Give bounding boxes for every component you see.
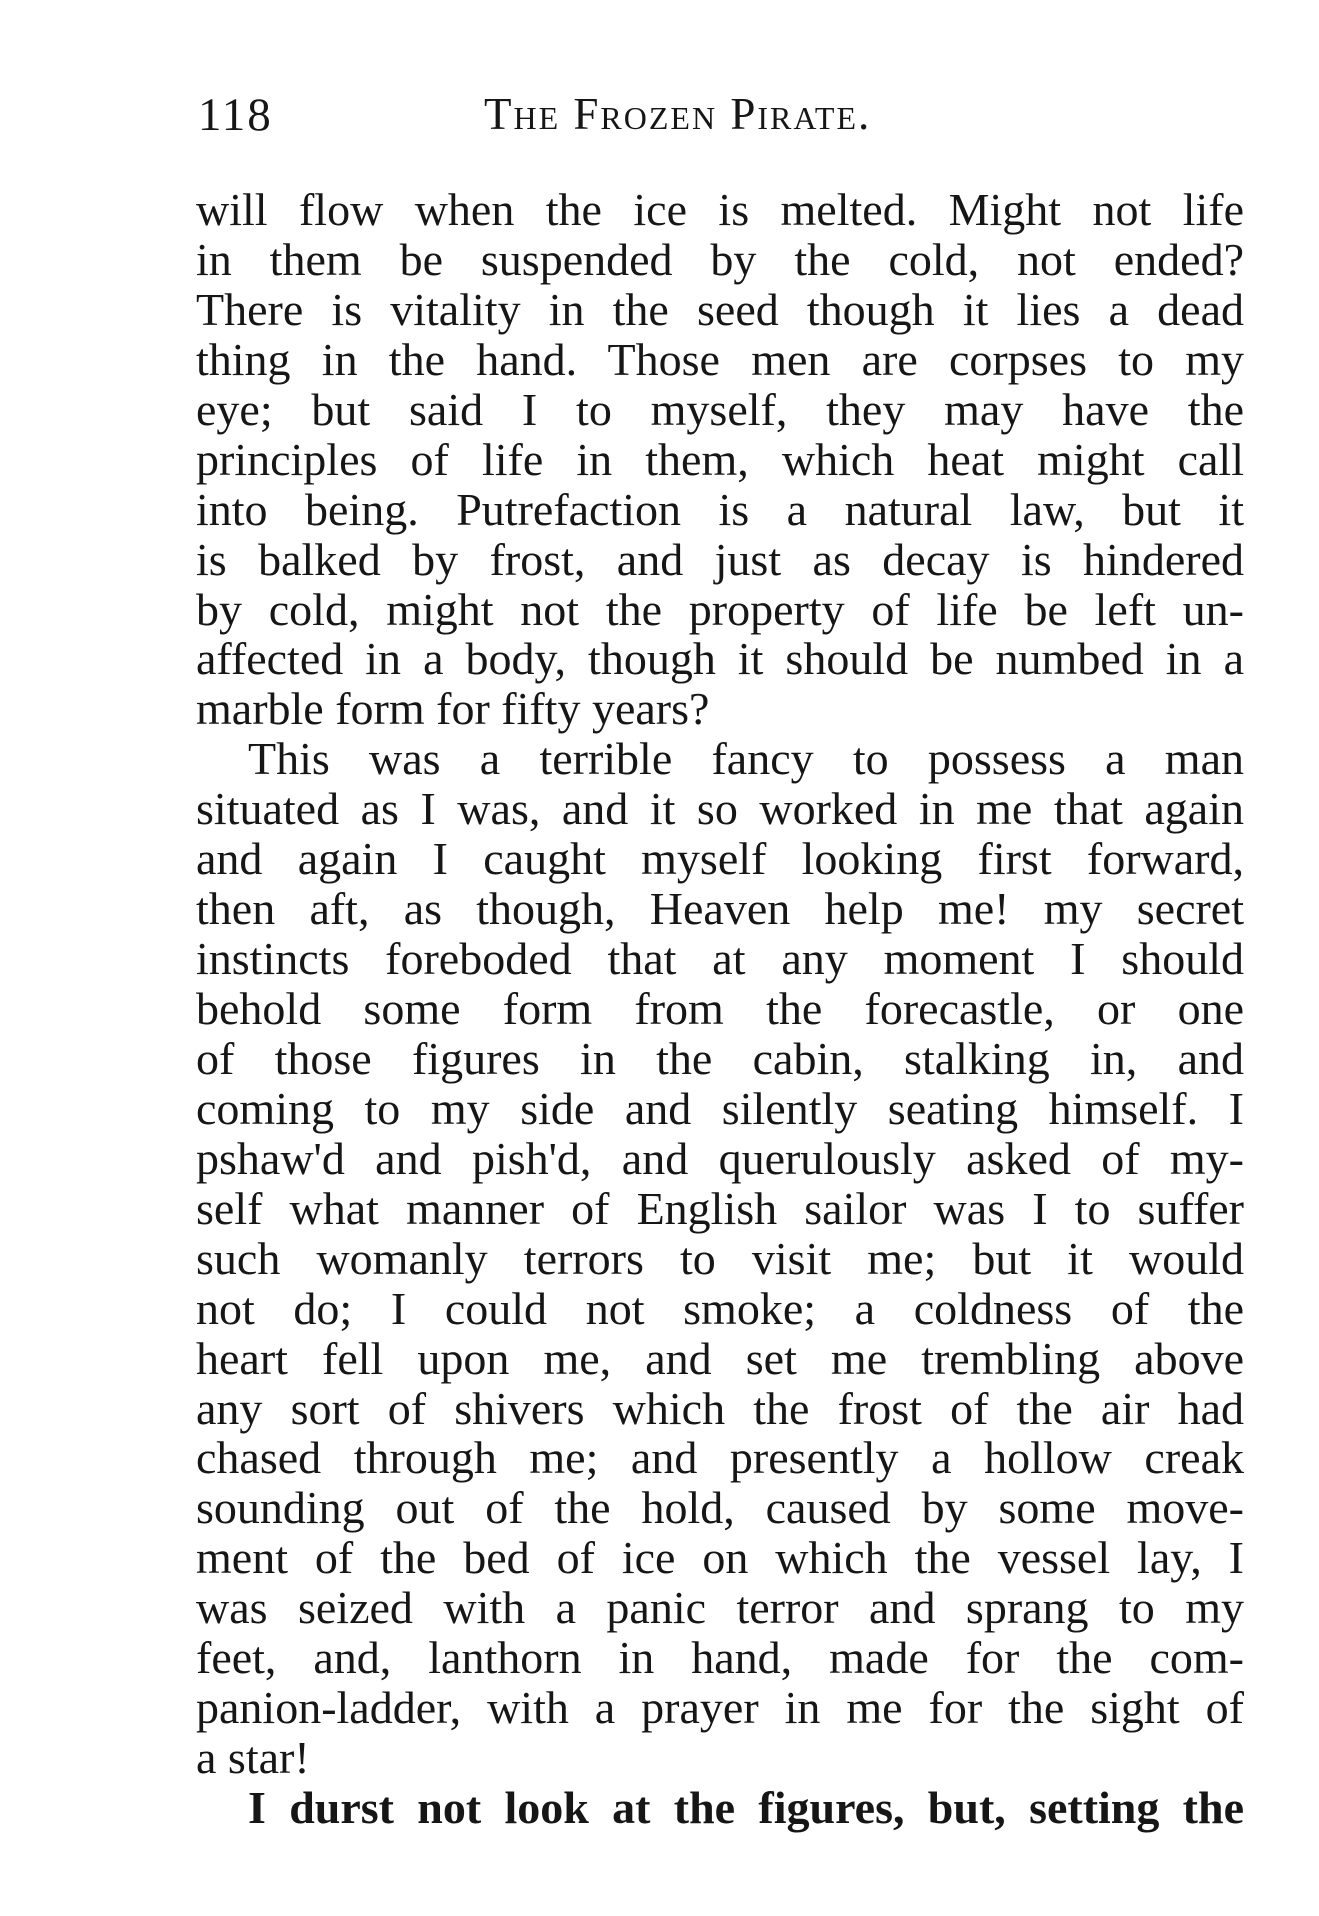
text-line: heart fell upon me, and set me trembling above — [196, 1332, 1244, 1384]
text-line: eye; but said I to myself, they may have the — [196, 383, 1244, 435]
text-line: thing in the hand. Those men are corpses to my — [196, 333, 1244, 385]
text-line: sounding out of the hold, caused by some move- — [196, 1482, 1244, 1534]
text-line: then aft, as though, Heaven help me! my secret — [196, 883, 1244, 935]
text-line: I durst not look at the figures, but, setting the — [248, 1782, 1244, 1833]
text-line: self what manner of English sailor was I to suffer — [196, 1182, 1244, 1234]
running-title: The Frozen Pirate. — [484, 89, 872, 139]
text-line: chased through me; and presently a hollow creak — [196, 1432, 1244, 1484]
text-line: There is vitality in the seed though it lies a dead — [196, 283, 1244, 335]
text-line: pshaw'd and pish'd, and querulously asked of my- — [196, 1132, 1244, 1184]
text-line: situated as I was, and it so worked in me that again — [196, 783, 1244, 835]
text-line: a star! — [196, 1732, 310, 1784]
text-line: panion-ladder, with a prayer in me for the sight of — [196, 1682, 1244, 1734]
text-line: by cold, might not the property of life be left un- — [196, 583, 1244, 635]
text-line: instincts foreboded that at any moment I should — [196, 933, 1244, 985]
text-line: principles of life in them, which heat might call — [196, 433, 1244, 485]
text-line: into being. Putrefaction is a natural law, but it — [196, 483, 1244, 535]
text-line: ment of the bed of ice on which the vessel lay, I — [196, 1532, 1244, 1584]
text-line: of those figures in the cabin, stalking in, and — [196, 1032, 1244, 1084]
text-line: such womanly terrors to visit me; but it would — [196, 1232, 1244, 1284]
text-line: coming to my side and silently seating himself. I — [196, 1082, 1244, 1134]
running-head — [198, 88, 1242, 148]
text-line: will flow when the ice is melted. Might not life — [196, 184, 1244, 235]
text-line: is balked by frost, and just as decay is hindered — [196, 533, 1244, 585]
text-line: affected in a body, though it should be numbed in a — [196, 633, 1244, 685]
text-line: feet, and, lanthorn in hand, made for the com- — [196, 1632, 1244, 1684]
text-line: and again I caught myself looking first forward, — [196, 833, 1244, 885]
text-line: This was a terrible fancy to possess a man — [248, 733, 1244, 785]
text-line: was seized with a panic terror and sprang to my — [196, 1582, 1244, 1634]
text-line: in them be suspended by the cold, not ended? — [196, 233, 1244, 285]
text-line: not do; I could not smoke; a coldness of the — [196, 1282, 1244, 1334]
text-line: marble form for fifty years? — [196, 683, 710, 735]
text-line: any sort of shivers which the frost of the air had — [196, 1382, 1244, 1434]
text-line: behold some form from the forecastle, or one — [196, 983, 1244, 1034]
page-number: 118 — [198, 89, 273, 141]
body-text — [196, 185, 1244, 1833]
